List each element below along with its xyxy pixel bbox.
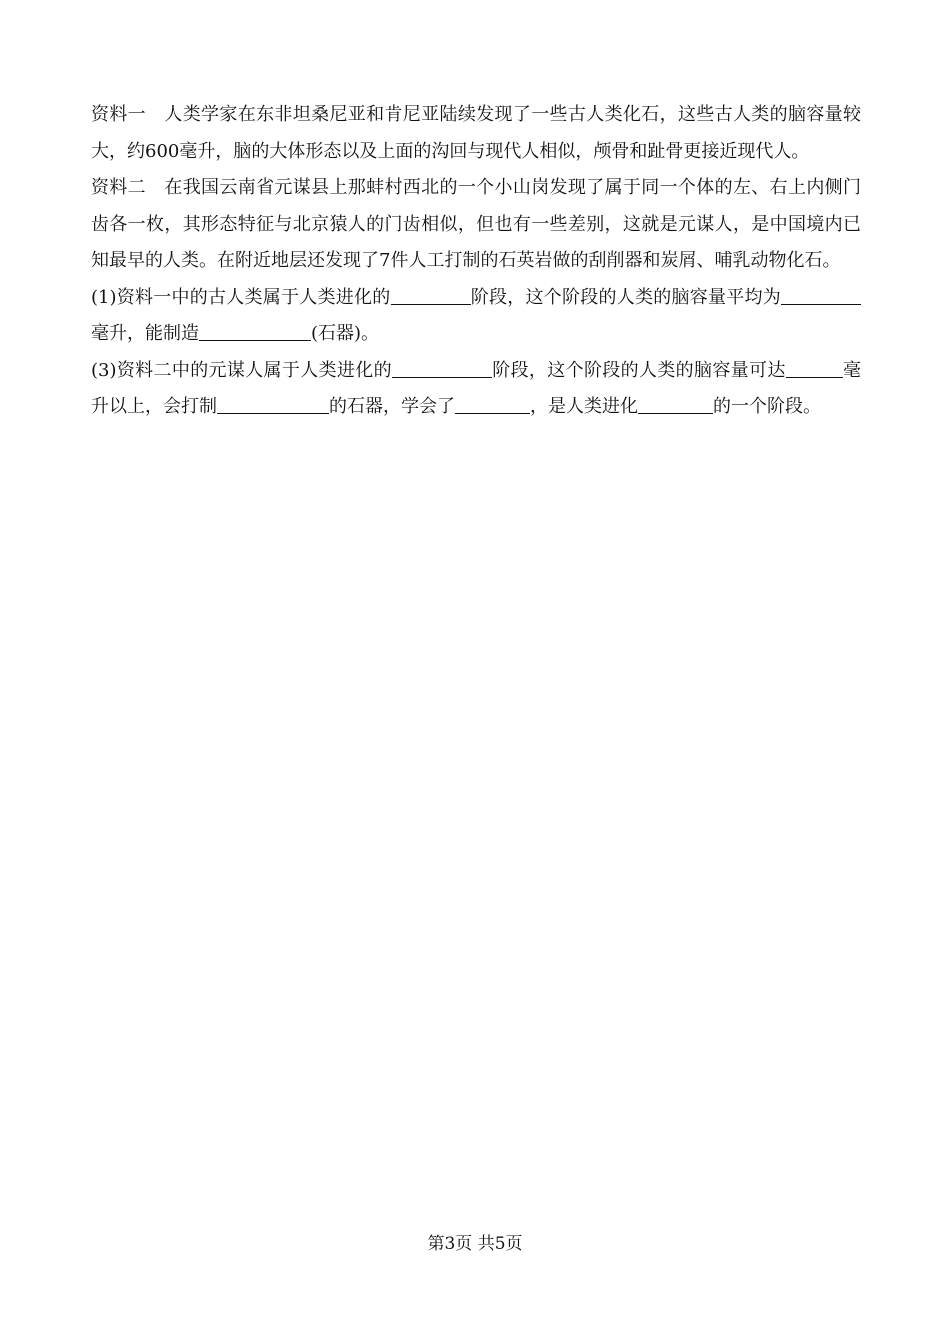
answer-blank-tool[interactable] — [199, 339, 311, 341]
answer-blank-skill[interactable] — [455, 412, 530, 414]
material-1-text: 人类学家在东非坦桑尼亚和肯尼亚陆续发现了一些古人类化石，这些古人类的脑容量较大，约600毫升，脑的大体形态以及上面的沟回与现代人相似，颅骨和趾骨更接近现代人。 — [91, 104, 862, 162]
answer-blank-brain-volume-2[interactable] — [786, 376, 843, 378]
document-body — [91, 97, 861, 426]
question-3-text-b: 阶段，这个阶段的人类的脑容量可达 — [491, 359, 786, 381]
material-2-paragraph — [91, 170, 861, 280]
question-1-text-d: (石器)。 — [311, 323, 380, 344]
question-3-text-d: 的石器，学会了 — [329, 396, 455, 417]
answer-blank-stage[interactable] — [391, 303, 471, 305]
material-1-label: 资料一 — [91, 104, 147, 125]
answer-blank-evolution-stage[interactable] — [638, 412, 713, 414]
question-3-text-e: ，是人类进化 — [530, 396, 638, 417]
answer-blank-stage-2[interactable] — [392, 376, 492, 378]
question-1 — [91, 280, 861, 353]
question-1-text-a: (1)资料一中的古人类属于人类进化的 — [91, 286, 391, 308]
question-1-text-c: 毫升，能制造 — [91, 323, 199, 344]
question-3 — [91, 353, 861, 426]
answer-blank-stone-tool[interactable] — [217, 412, 329, 414]
page-footer: 第3页 共5页 — [427, 1234, 523, 1254]
material-2-text: 在我国云南省元谋县上那蚌村西北的一个小山岗发现了属于同一个体的左、右上内侧门齿各一枚，其形态特征与北京猿人的门齿相似，但也有一些差别，这就是元谋人，是中国境内已知最早的人类。在附近地层还发现了7件人工打制的石英岩做的刮削器和炭屑、哺乳动物化石。 — [91, 177, 862, 271]
question-1-text-b: 阶段，这个阶段的人类的脑容量平均为 — [470, 286, 781, 308]
material-1-paragraph — [91, 97, 861, 170]
answer-blank-brain-volume[interactable] — [781, 303, 861, 305]
question-3-text-f: 的一个阶段。 — [713, 396, 821, 417]
question-3-text-a: (3)资料二中的元谋人属于人类进化的 — [91, 359, 392, 381]
material-2-label: 资料二 — [91, 177, 147, 198]
question-3-text-c: 毫升以上，会打制 — [91, 359, 862, 417]
